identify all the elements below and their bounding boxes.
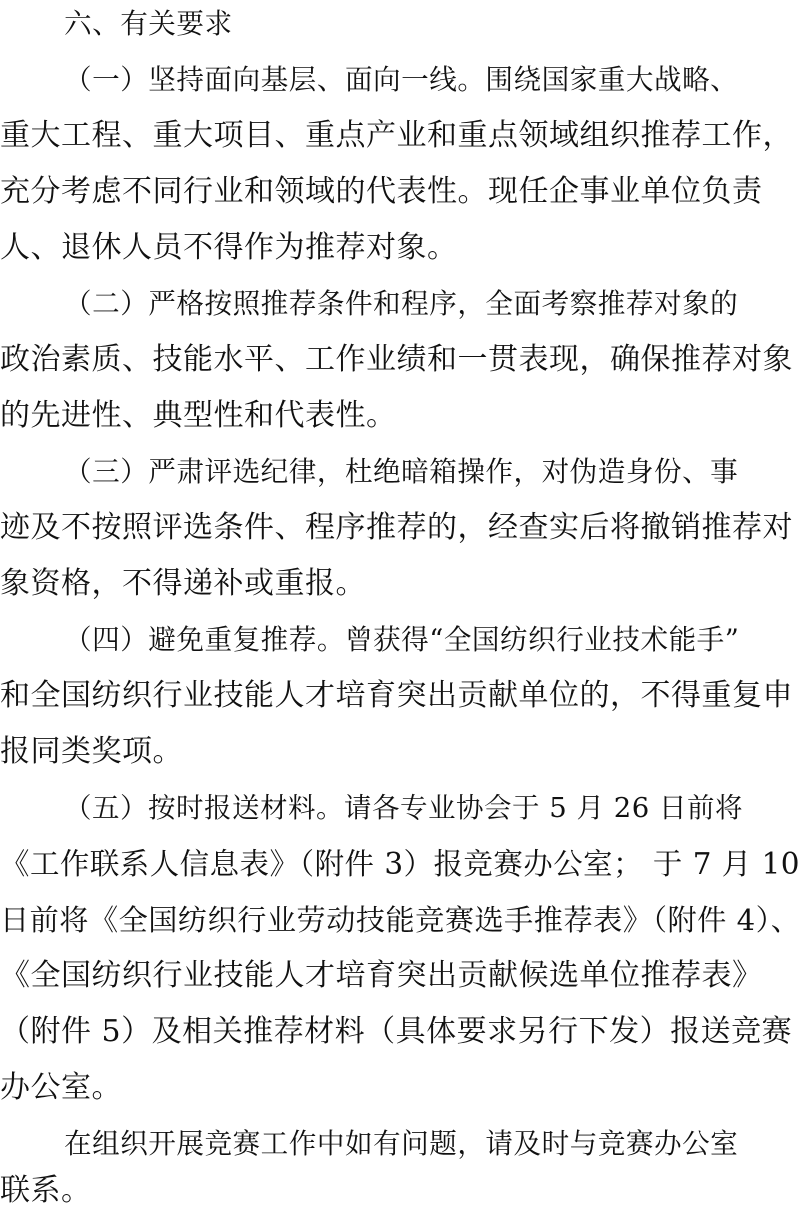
- item-3-line-3: 象资格，不得递补或重报。: [0, 566, 366, 601]
- item-5-line-3: 日前将《全国纺织行业劳动技能竞赛选手推荐表》（附件 4）、: [0, 903, 800, 937]
- item-3-line-1: （三）严肃评选纪律，杜绝暗箱操作，对伪造身份、事: [64, 455, 739, 488]
- closing-line-2: 联系。: [0, 1173, 92, 1208]
- item-5-line-4: 《全国纺织行业技能人才培育突出贡献候选单位推荐表》: [0, 958, 763, 993]
- item-2-line-2: 政治素质、技能水平、工作业绩和一贯表现，确保推荐对象: [0, 342, 793, 377]
- item-5-line-5: （附件 5）及相关推荐材料（具体要求另行下发）报送竞赛: [0, 1014, 793, 1049]
- item-4-line-1: （四）避免重复推荐。曾获得“全国纺织行业技术能手”: [64, 623, 740, 656]
- item-1-line-4: 人、退休人员不得作为推荐对象。: [0, 230, 458, 265]
- section-heading: 六、有关要求: [64, 7, 233, 40]
- item-2-line-1: （二）严格按照推荐条件和程序，全面考察推荐对象的: [64, 287, 739, 320]
- item-5-line-1: （五）按时报送材料。请各专业协会于 5 月 26 日前将: [64, 792, 743, 824]
- item-1-line-2: 重大工程、重大项目、重点产业和重点领域组织推荐工作，: [0, 118, 793, 153]
- item-4-line-3: 报同类奖项。: [0, 734, 183, 769]
- item-2-line-3: 的先进性、典型性和代表性。: [0, 398, 397, 433]
- item-3-line-2: 迹及不按照评选条件、程序推荐的，经查实后将撤销推荐对: [0, 510, 793, 545]
- item-1-line-1: （一）坚持面向基层、面向一线。围绕国家重大战略、: [64, 63, 739, 96]
- item-4-line-2: 和全国纺织行业技能人才培育突出贡献单位的，不得重复申: [0, 678, 793, 713]
- item-1-line-3: 充分考虑不同行业和领域的代表性。现任企事业单位负责: [0, 174, 763, 209]
- item-5-line-6: 办公室。: [0, 1070, 122, 1105]
- closing-line-1: 在组织开展竞赛工作中如有问题，请及时与竞赛办公室: [64, 1127, 739, 1160]
- item-5-line-2: 《工作联系人信息表》（附件 3）报竞赛办公室； 于 7 月 10: [0, 847, 800, 881]
